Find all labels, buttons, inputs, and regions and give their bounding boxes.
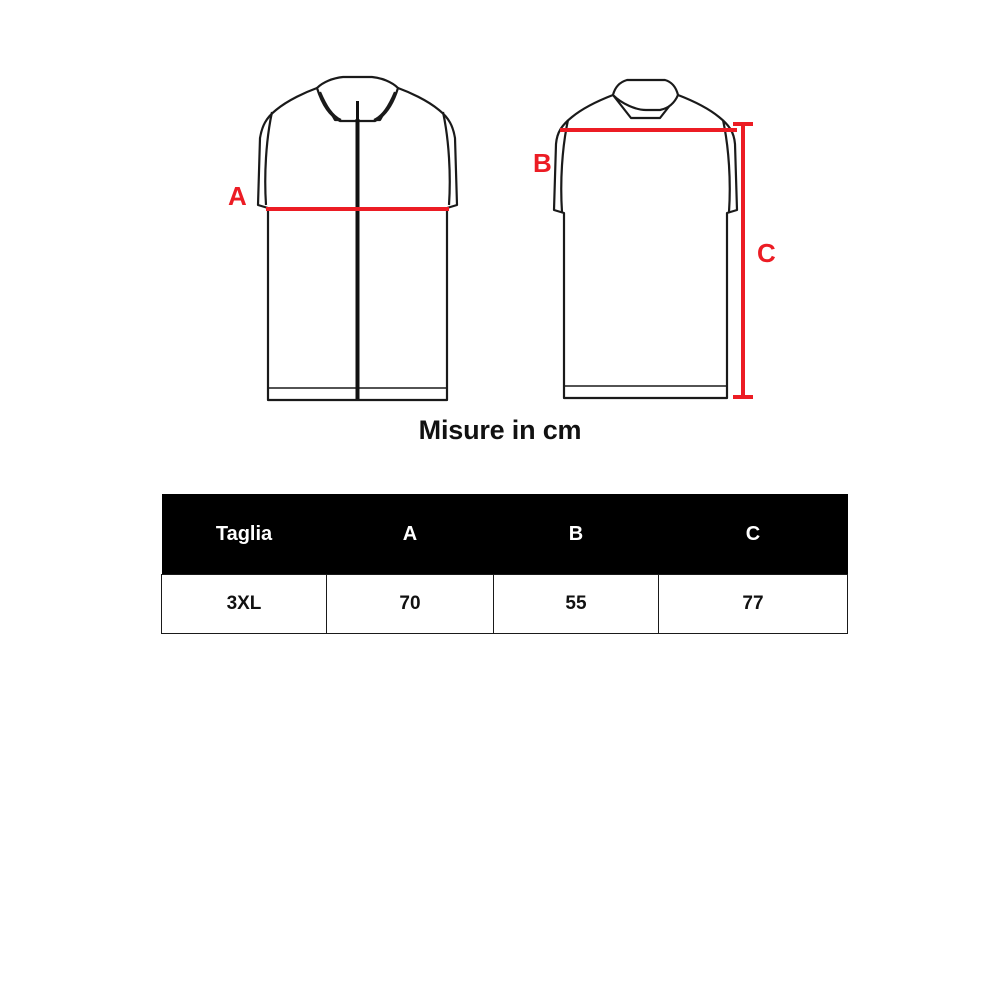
- cell-b: 55: [494, 575, 659, 634]
- measure-label-b: B: [533, 148, 552, 178]
- measure-label-c: C: [757, 238, 776, 268]
- table-header-c: C: [659, 494, 848, 575]
- vest-back-illustration: [554, 80, 737, 398]
- cell-a: 70: [327, 575, 494, 634]
- garment-measurement-diagram: [0, 0, 1000, 470]
- units-caption: Misure in cm: [418, 415, 582, 445]
- table-header-b: B: [494, 494, 659, 575]
- table-header-row: [162, 494, 848, 575]
- table-header-a: A: [327, 494, 494, 575]
- table-row: [162, 575, 848, 634]
- table-header-taglia: Taglia: [162, 494, 327, 575]
- size-table: [161, 494, 848, 634]
- cell-c: 77: [659, 575, 848, 634]
- measure-label-a: A: [228, 181, 247, 211]
- cell-size: 3XL: [162, 575, 327, 634]
- size-table-wrapper: [161, 494, 839, 634]
